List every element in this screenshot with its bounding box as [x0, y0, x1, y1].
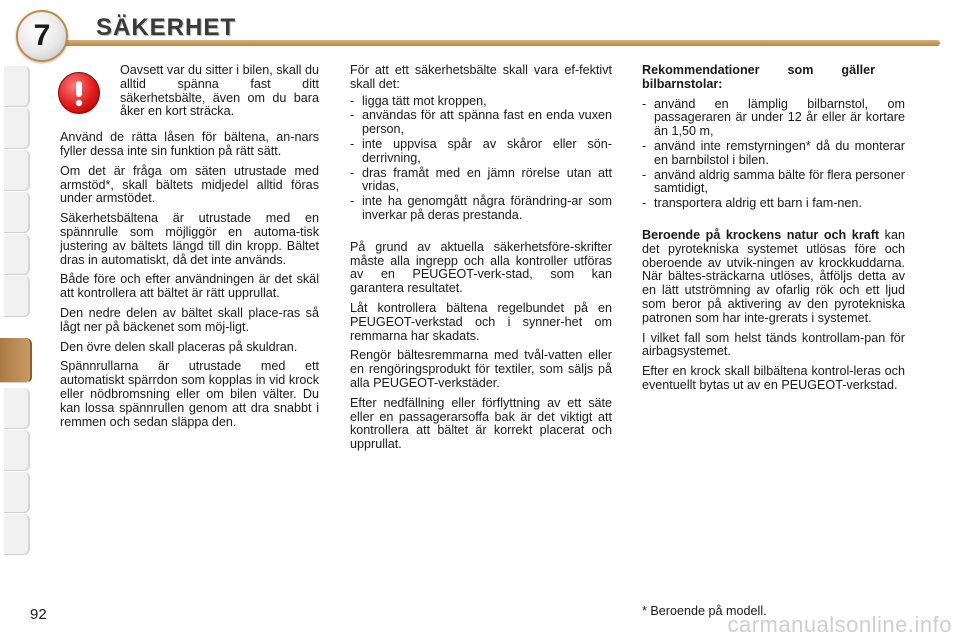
- side-tab[interactable]: [4, 66, 30, 107]
- watermark: carmanualsonline.info: [727, 612, 952, 637]
- paragraph: Den nedre delen av bältet skall place-ras så lågt ner på bäckenet som möj-ligt.: [60, 305, 319, 334]
- paragraph: I vilket fall som helst tänds kontrollam-pan för airbagsystemet.: [642, 330, 905, 359]
- list-item: - använd en lämplig bilbarnstol, om passageraren är under 12 år eller är kortare än 1,50 m,: [642, 98, 905, 139]
- paragraph: Använd de rätta låsen för bältena, an-nars fyller dessa inte sin funktion på rätt sätt.: [60, 130, 319, 158]
- warning-block: [60, 64, 319, 125]
- side-tab[interactable]: [4, 234, 30, 275]
- column-2: [350, 64, 612, 458]
- child-seat-heading: Rekommendationer som gäller bilbarnstolar:: [642, 63, 875, 91]
- paragraph: Säkerhetsbältena är utrustade med en spännrulle som möjliggör en automa-tisk justering av bältets längd till din kropp. Bältet dras in automatiskt, då det inte används.: [60, 211, 319, 267]
- paragraph: Låt kontrollera bältena regelbundet på en PEUGEOT-verkstad och i synner-het om remmarna har skadats.: [350, 300, 612, 343]
- page-header: [0, 0, 960, 60]
- crash-text: kan det pyrotekniska systemet utlösas före och oberoende av utvik-ningen av krockkuddarna. När bältes-sträckarna utlöses, åtföljs detta av en lätt utströmning av ofarlig rök och ett ljud som beror på aktivering av den pyrotekniska patronen som har inte-grerats i systemet.: [642, 227, 905, 325]
- side-tab[interactable]: [4, 108, 30, 149]
- paragraph: Rengör bältesremmarna med tvål-vatten eller en rengöringsprodukt för textiler, som säljs på alla PEUGEOT-verkstäder.: [350, 348, 612, 390]
- paragraph: Efter en krock skall bilbältena kontrol-leras och eventuellt bytas ut av en PEUGEOT-verkstad.: [642, 364, 905, 392]
- side-tab[interactable]: [4, 192, 30, 233]
- list-item: - inte ha genomgått några förändring-ar som inverkar på deras prestanda.: [350, 195, 612, 223]
- paragraph: Spännrullarna är utrustade med ett automatiskt spärrdon som kopplas in vid krock eller nödbromsning eller om bilen välter. Du kan lossa spännrullen genom att dra snabbt i remmen och sedan släppa den.: [60, 359, 319, 429]
- intro-text: För att ett säkerhetsbälte skall vara ef-fektivt skall det:: [350, 63, 612, 91]
- column-1: [60, 64, 319, 435]
- belt-requirements-list: [350, 95, 612, 223]
- side-tab[interactable]: [4, 150, 30, 191]
- paragraph: Både före och efter användningen är det skäl att kontrollera att bältet är rätt upprullat.: [60, 272, 319, 301]
- side-tab[interactable]: [4, 472, 30, 513]
- side-tab[interactable]: [4, 514, 30, 555]
- list-item: - använd inte remstyrningen* då du monterar en barnbilstol i bilen.: [642, 140, 905, 168]
- exclamation-warning-icon: [58, 72, 100, 114]
- list-item: - användas för att spänna fast en enda vuxen person,: [350, 109, 612, 137]
- side-tab[interactable]: [4, 276, 30, 317]
- chapter-number: 7: [33, 19, 51, 52]
- child-seat-list: [642, 98, 905, 211]
- chapter-side-tabs: [0, 66, 34, 576]
- spacer: [350, 229, 612, 241]
- chapter-title: SÄKERHET: [96, 14, 237, 41]
- paragraph: På grund av aktuella säkerhetsföre-skrifter måste alla ingrepp och alla kontroller utföras av en PEUGEOT-verk-stad, som kan garantera resultatet.: [350, 239, 612, 296]
- paragraph: Om det är fråga om säten utrustade med armstöd*, skall bältets midjedel alltid föras under armstödet.: [60, 163, 319, 206]
- column-3: [642, 64, 905, 399]
- page-number: 92: [30, 606, 47, 623]
- list-item: - ligga tätt mot kroppen,: [350, 95, 612, 109]
- side-tab[interactable]: [4, 430, 30, 471]
- list-item: - använd aldrig samma bälte för flera personer samtidigt,: [642, 169, 905, 197]
- list-item: - inte uppvisa spår av skåror eller sön-derrivning,: [350, 138, 612, 166]
- chapter-number-badge: [16, 10, 68, 62]
- list-item: - transportera aldrig ett barn i fam-nen.: [642, 197, 905, 211]
- side-tab[interactable]: [4, 388, 30, 429]
- side-tab-active[interactable]: [0, 338, 32, 383]
- footnote: * Beroende på modell.: [642, 604, 767, 618]
- crash-paragraph: [642, 229, 905, 326]
- list-item: - dras framåt med en jämn rörelse utan att vridas,: [350, 167, 612, 195]
- paragraph: Den övre delen skall placeras på skuldran.: [60, 339, 298, 354]
- crash-bold-lead: Beroende på krockens natur och kraft: [642, 227, 880, 242]
- paragraph: Efter nedfällning eller förflyttning av ett säte eller en passagerarsoffa bak är det viktigt att kontrollera att bältet är korrekt placerat och upprullat.: [350, 395, 612, 452]
- warning-text: Oavsett var du sitter i bilen, skall du alltid spänna fast ditt säkerhetsbälte, även om du bara åker en kort sträcka.: [120, 63, 319, 119]
